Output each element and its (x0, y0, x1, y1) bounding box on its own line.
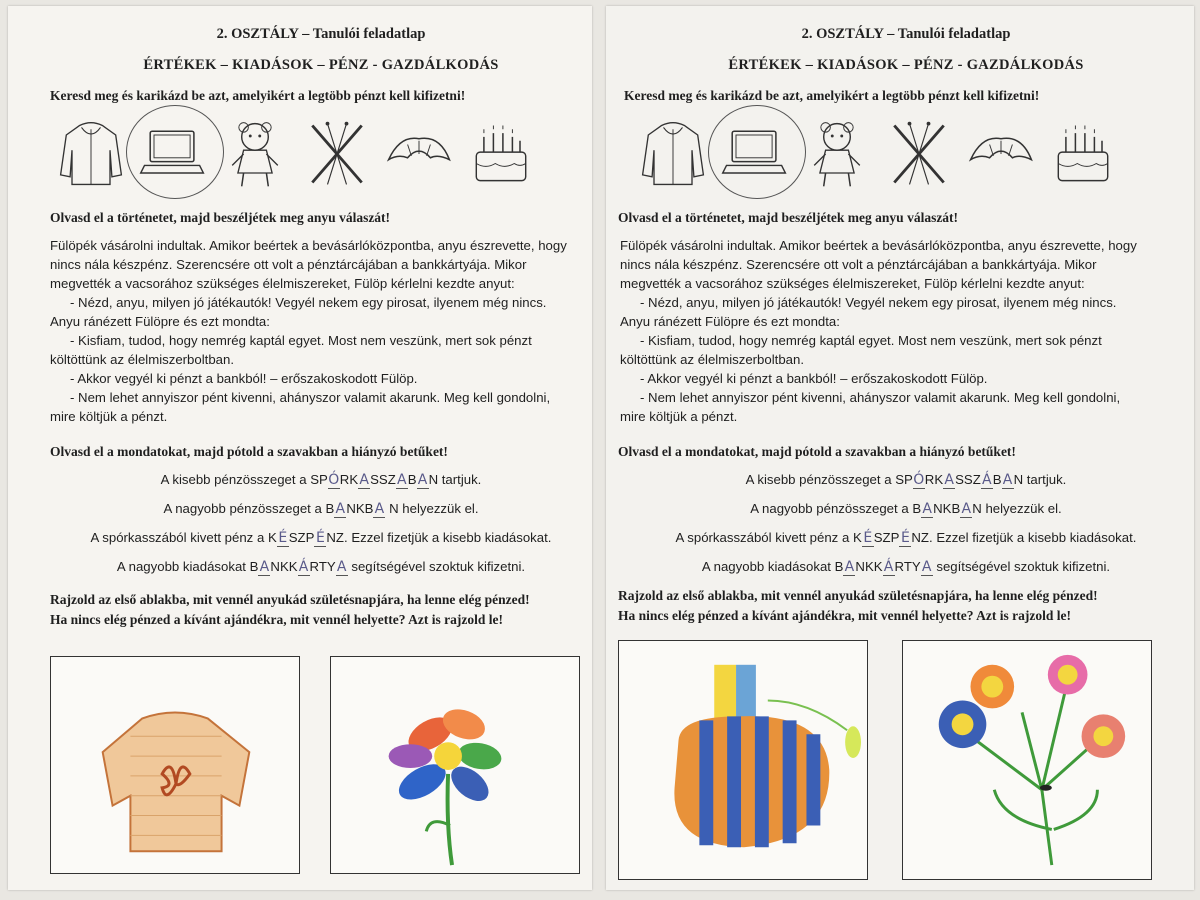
croissant-icon (960, 113, 1042, 195)
story-text (618, 236, 1194, 426)
story-line: - Kisfiam, tudod, hogy nemrég kaptál egyet. Most nem veszünk, mert sok pénzt (70, 333, 532, 348)
filled-letter[interactable]: Á (981, 472, 992, 488)
story-line: - Nem lehet annyiszor pént kivenni, ahányszor valamit akarunk. Meg kell gondolni, (70, 390, 551, 405)
birthday-cake-icon (1042, 113, 1124, 195)
flower-drawing (331, 657, 579, 873)
story-line: nincs nála készpénz. Szerencsére ott volt a pénztárcájában a bankkártyája. Mikor (620, 257, 1097, 272)
fill-sentence-1: A kisebb pénzösszeget a SPÓRKASSZABAN tartjuk. (160, 472, 482, 488)
sweater-drawing (51, 657, 299, 873)
filled-letter[interactable]: A (944, 472, 954, 488)
filled-letter[interactable]: É (863, 530, 873, 546)
filled-letter[interactable]: A (374, 501, 385, 517)
fill-sentence-2: A nagyobb pénzösszeget a BANKBAN helyezzük el. (750, 501, 1062, 517)
task3-instruction: Olvasd el a mondatokat, majd pótold a szavakban a hiányzó betűket! (618, 444, 1016, 459)
task4-line-1: Rajzold az első ablakba, mit vennél anyukád születésnapjára, ha lenne elég pénzed! (618, 588, 1098, 603)
bouquet-drawing (903, 641, 1151, 879)
worksheet-title: 2. OSZTÁLY – Tanulói feladatlap (216, 26, 426, 42)
filled-letter[interactable]: Á (883, 559, 894, 575)
fill-sentence-3: A spórkasszából kivett pénz a K É SZP É NZ. Ezzel fizetjük a kisebb kiadásokat. (675, 530, 1137, 546)
story-line: megvették a vacsorához szükséges élelmiszereket, Fülöp kérlelni kezdte anyut: (620, 276, 1085, 291)
filled-letter[interactable]: A (359, 472, 369, 488)
croissant-icon (378, 113, 460, 195)
filled-letter[interactable]: É (900, 530, 910, 546)
laptop-icon (132, 113, 214, 195)
filled-letter[interactable]: A (417, 472, 428, 488)
hoodie-icon (632, 113, 714, 195)
story-line: mire költjük a pénzt. (50, 409, 168, 424)
story-line: - Nézd, anyu, milyen jó játékautók! Vegyél nekem egy pirosat, ilyenem még nincs. (640, 295, 1117, 310)
filled-letter[interactable]: É (315, 530, 325, 546)
drawing-frame-first[interactable] (618, 640, 868, 880)
task1-instruction: Keresd meg és karikázd be azt, amelyikért a legtöbb pénzt kell kifizetni! (624, 88, 1040, 103)
story-line: megvették a vacsorához szükséges élelmiszereket, Fülöp kérlelni kezdte anyut: (50, 276, 515, 291)
fill-sentence-4: A nagyobb kiadásokat BANKKÁRTYA segítségével szoktuk kifizetni. (116, 559, 526, 575)
drawing-frame-second[interactable] (330, 656, 580, 874)
laptop-icon (714, 113, 796, 195)
fill-sentence-4: A nagyobb kiadásokat BANKKÁRTYA segítségével szoktuk kifizetni. (701, 559, 1111, 575)
story-line: mire költjük a pénzt. (620, 409, 738, 424)
filled-letter[interactable]: A (844, 559, 855, 575)
story-line: - Nem lehet annyiszor pént kivenni, ahányszor valamit akarunk. Meg kell gondolni, (640, 390, 1121, 405)
story-line: - Akkor vegyél ki pénzt a bankból! – erőszakoskodott Fülöp. (640, 371, 988, 386)
filled-letter[interactable]: Ó (328, 472, 340, 488)
task3-instruction: Olvasd el a mondatokat, majd pótold a szavakban a hiányzó betűket! (50, 444, 448, 459)
task4-instruction (50, 590, 592, 630)
worksheet-right (606, 6, 1194, 890)
filled-letter[interactable]: A (335, 501, 346, 517)
filled-letter[interactable]: É (278, 530, 288, 546)
filled-letter[interactable]: A (259, 559, 270, 575)
doll-icon (796, 113, 878, 195)
filled-letter[interactable]: A (922, 501, 932, 517)
filled-letter[interactable]: A (1002, 472, 1013, 488)
vase-drawing (619, 641, 867, 879)
story-line: - Akkor vegyél ki pénzt a bankból! – erőszakoskodott Fülöp. (70, 371, 418, 386)
worksheet-subtitle: ÉRTÉKEK – KIADÁSOK – PÉNZ - GAZDÁLKODÁS (728, 57, 1084, 73)
filled-letter[interactable]: Á (298, 559, 309, 575)
birthday-cake-icon (460, 113, 542, 195)
story-text (50, 236, 592, 426)
story-line: Fülöpék vásárolni indultak. Amikor beértek a bevásárlóközpontba, anyu észrevette, hogy (620, 238, 1137, 253)
story-line: Anyu ránézett Fülöpre és ezt mondta: (50, 314, 270, 329)
picture-row (50, 112, 592, 196)
drawing-frames (618, 640, 1194, 880)
story-line: költöttünk az élelmiszerboltban. (620, 352, 804, 367)
task4-line-2: Ha nincs elég pénzed a kívánt ajándékra, mit vennél helyette? Azt is rajzold le! (50, 612, 503, 627)
story-line: Fülöpék vásárolni indultak. Amikor beértek a bevásárlóközpontba, anyu észrevette, hogy (50, 238, 567, 253)
fill-sentence-2: A nagyobb pénzösszeget a BANKBA N helyezzük el. (163, 501, 479, 517)
worksheet-left (8, 6, 592, 890)
filled-letter[interactable]: Ó (913, 472, 925, 488)
skis-icon (296, 113, 378, 195)
drawing-frame-first[interactable] (50, 656, 300, 874)
filled-letter[interactable]: A (396, 472, 407, 488)
worksheet-subtitle: ÉRTÉKEK – KIADÁSOK – PÉNZ - GAZDÁLKODÁS (143, 57, 499, 73)
task1-instruction: Keresd meg és karikázd be azt, amelyikért a legtöbb pénzt kell kifizetni! (50, 88, 466, 103)
story-line: - Nézd, anyu, milyen jó játékautók! Vegyél nekem egy pirosat, ilyenem még nincs. (70, 295, 547, 310)
story-line: Anyu ránézett Fülöpre és ezt mondta: (620, 314, 840, 329)
fill-sentence-1: A kisebb pénzösszeget a SPÓRKASSZÁBAN tartjuk. (745, 472, 1067, 488)
story-line: költöttünk az élelmiszerboltban. (50, 352, 234, 367)
filled-letter[interactable]: A (961, 501, 972, 517)
worksheet-title: 2. OSZTÁLY – Tanulói feladatlap (801, 26, 1011, 42)
story-line: nincs nála készpénz. Szerencsére ott volt a pénztárcájában a bankkártyája. Mikor (50, 257, 527, 272)
filled-letter[interactable]: A (921, 559, 932, 575)
task2-instruction: Olvasd el a történetet, majd beszéljétek meg anyu válaszát! (618, 210, 959, 225)
hoodie-icon (50, 113, 132, 195)
skis-icon (878, 113, 960, 195)
drawing-frames (50, 656, 592, 874)
picture-row (618, 112, 1194, 196)
fill-sentence-3: A spórkasszából kivett pénz a K É SZP É NZ. Ezzel fizetjük a kisebb kiadásokat. (90, 530, 552, 546)
filled-letter[interactable]: A (336, 559, 347, 575)
task2-instruction: Olvasd el a történetet, majd beszéljétek meg anyu válaszát! (50, 210, 391, 225)
doll-icon (214, 113, 296, 195)
task4-line-1: Rajzold az első ablakba, mit vennél anyukád születésnapjára, ha lenne elég pénzed! (50, 592, 530, 607)
drawing-frame-second[interactable] (902, 640, 1152, 880)
task4-line-2: Ha nincs elég pénzed a kívánt ajándékra, mit vennél helyette? Azt is rajzold le! (618, 608, 1071, 623)
task4-instruction (618, 586, 1194, 626)
story-line: - Kisfiam, tudod, hogy nemrég kaptál egyet. Most nem veszünk, mert sok pénzt (640, 333, 1102, 348)
